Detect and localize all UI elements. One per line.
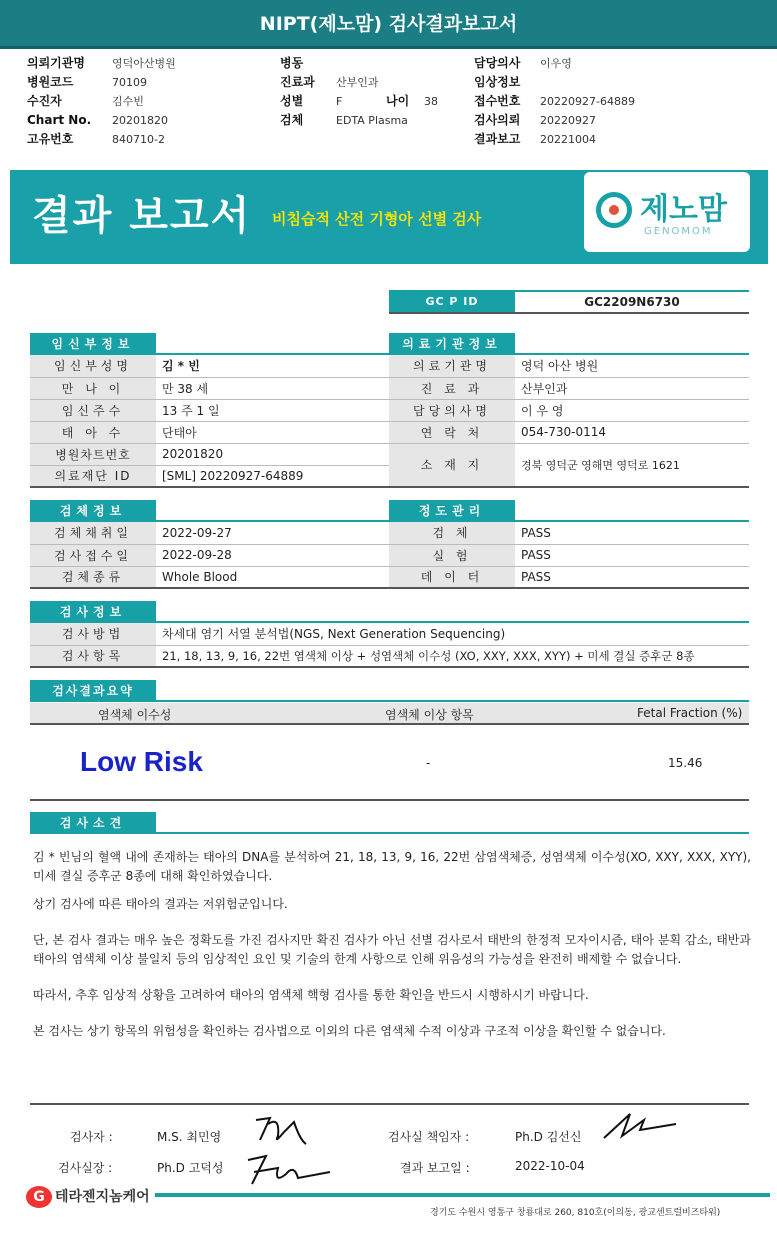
tester-name: M.S. 최민영 — [157, 1130, 222, 1144]
table-row — [389, 355, 749, 377]
meta-label: 의뢰기관명 — [27, 56, 85, 70]
meta-label: 수진자 — [27, 94, 62, 108]
footer-company-name: 테라젠지놈케어 — [55, 1189, 150, 1205]
meta-value: 20220927 — [540, 114, 596, 127]
field-label: 검사접수일 — [30, 544, 156, 566]
report-title-bar — [0, 0, 777, 49]
meta-column-3 — [474, 54, 635, 149]
table-row — [30, 377, 389, 399]
meta-value: 산부인과 — [336, 76, 379, 89]
genomom-logo — [584, 172, 750, 252]
table-row — [30, 544, 389, 566]
table-row — [389, 421, 749, 443]
field-value: 경북 영덕군 영해면 영덕로 1621 — [515, 443, 749, 487]
field-value: PASS — [515, 544, 749, 566]
section-divider — [30, 700, 749, 702]
table-row — [389, 443, 749, 487]
table-row — [389, 544, 749, 566]
table-row — [389, 399, 749, 421]
field-value: [SML] 20220927-64889 — [156, 465, 389, 487]
meta-value: 김수빈 — [112, 95, 144, 108]
field-label: 임신부성명 — [30, 355, 156, 377]
meta-column-1 — [27, 54, 176, 149]
summary-heading: 검사결과요약 — [30, 680, 156, 702]
field-value: 만 38 세 — [156, 377, 389, 399]
field-label: 담당의사명 — [389, 399, 515, 421]
meta-value: 20220927-64889 — [540, 95, 635, 108]
table-row — [389, 522, 749, 544]
summary-col-fetal-fraction: Fetal Fraction (%) — [637, 706, 743, 720]
specimen-info-table — [30, 522, 389, 589]
field-label: 검체종류 — [30, 566, 156, 588]
summary-bottom-rule — [30, 799, 749, 801]
lab-head-label: 검사실 책임자 : — [388, 1130, 470, 1144]
logo-dot-icon — [609, 205, 619, 215]
field-label: 소 재 지 — [389, 443, 515, 487]
table-row — [389, 377, 749, 399]
section-divider — [30, 832, 749, 834]
logo-mark-icon — [596, 192, 632, 228]
meta-value: 20221004 — [540, 133, 596, 146]
field-label: 검 체 — [389, 522, 515, 544]
field-value: 2022-09-27 — [156, 522, 389, 544]
meta-label: 검사의뢰 — [474, 113, 521, 127]
meta-value: F — [336, 95, 343, 108]
footer-address: 경기도 수원시 영통구 창룡대로 260, 810호(이의동, 광교센트럴비즈타워) — [430, 1208, 721, 1218]
summary-header-row — [30, 703, 749, 725]
company-g-icon: G — [26, 1186, 52, 1208]
field-label: 진 료 과 — [389, 377, 515, 399]
field-label: 검체채취일 — [30, 522, 156, 544]
signature-rule — [30, 1103, 749, 1105]
pregnant-info-table — [30, 355, 389, 488]
opinion-paragraph-4: 따라서, 추후 임상적 상황을 고려하여 태아의 염색체 핵형 검사를 통한 확인을 반드시 시행하시기 바랍니다. — [33, 988, 589, 1002]
lab-head-signature-icon — [600, 1108, 680, 1148]
footer-bar — [155, 1193, 770, 1197]
meta-value: 영덕아산병원 — [112, 57, 176, 70]
table-row — [30, 522, 389, 544]
institution-info-heading: 의료기관정보 — [389, 333, 515, 355]
meta-label: 접수번호 — [474, 94, 521, 108]
field-value: Whole Blood — [156, 566, 389, 588]
logo-subtext: GENOMOM — [644, 226, 713, 237]
field-label: 실 험 — [389, 544, 515, 566]
field-label: 임신주수 — [30, 399, 156, 421]
table-row — [389, 566, 749, 588]
lab-head-name: Ph.D 김선신 — [515, 1130, 582, 1144]
opinion-heading: 검사소견 — [30, 812, 156, 834]
tester-signature-icon — [250, 1110, 310, 1150]
field-value: PASS — [515, 566, 749, 588]
field-value: 단태아 — [156, 421, 389, 443]
qc-heading: 정도관리 — [389, 500, 515, 522]
meta-label: 병동 — [280, 56, 304, 70]
tester-label: 검사자 : — [70, 1130, 113, 1144]
lab-director-label: 검사실장 : — [58, 1161, 113, 1175]
age-label: 나이 — [386, 94, 410, 108]
field-label: 병원차트번호 — [30, 443, 156, 465]
field-value: 20201820 — [156, 443, 389, 465]
field-label: 연 락 처 — [389, 421, 515, 443]
abnormal-value: - — [426, 756, 431, 770]
field-value: 산부인과 — [515, 377, 749, 399]
specimen-info-heading: 검체정보 — [30, 500, 156, 522]
banner-subtitle: 비침습적 산전 기형아 선별 검사 — [272, 210, 482, 228]
meta-label: 결과보고 — [474, 132, 521, 146]
report-date-label: 결과 보고일 : — [400, 1161, 470, 1175]
institution-info-table — [389, 355, 749, 488]
table-row — [30, 623, 749, 645]
test-info-table — [30, 623, 749, 668]
logo-text: 제노맘 — [640, 192, 727, 227]
field-label: 의료재단 ID — [30, 465, 156, 487]
field-value: 김 * 빈 — [156, 355, 389, 377]
meta-label: 임상정보 — [474, 75, 521, 89]
lab-director-name: Ph.D 고덕성 — [157, 1161, 224, 1175]
table-row — [30, 465, 389, 487]
meta-label: 진료과 — [280, 75, 315, 89]
field-value: 21, 18, 13, 9, 16, 22번 염색체 이상 + 성염색체 이수성 (XO, XXY, XXX, XYY) + 미세 결실 증후군 8종 — [156, 645, 749, 667]
meta-value: EDTA Plasma — [336, 114, 408, 127]
opinion-paragraph-2: 상기 검사에 따른 태아의 결과는 저위험군입니다. — [33, 897, 288, 911]
qc-table — [389, 522, 749, 589]
opinion-paragraph-1: 김 * 빈님의 혈액 내에 존재하는 태아의 DNA를 분석하여 21, 18, 13, 9, 16, 22번 삼염색체증, 성염색체 이수성(XO, XXY, XXX, XYY), 미세 결실 증후군 8종에 대해 확인하였습니다. — [33, 850, 751, 883]
table-row — [30, 421, 389, 443]
opinion-paragraph-5: 본 검사는 상기 항목의 위험성을 확인하는 검사법으로 이외의 다른 염색체 수적 이상과 구조적 이상을 확인할 수 없습니다. — [33, 1024, 666, 1038]
table-row — [30, 566, 389, 588]
table-row — [30, 443, 389, 465]
footer-company-logo — [26, 1186, 150, 1208]
pregnant-info-heading: 임신부정보 — [30, 333, 156, 355]
report-title: NIPT(제노맘) 검사결과보고서 — [259, 13, 518, 35]
report-date-value: 2022-10-04 — [515, 1159, 585, 1173]
field-value: 차세대 염기 서열 분석법(NGS, Next Generation Sequencing) — [156, 623, 749, 645]
field-label: 의료기관명 — [389, 355, 515, 377]
meta-label: 성별 — [280, 94, 304, 108]
gcp-id-box — [389, 290, 749, 314]
field-value: 이 우 영 — [515, 399, 749, 421]
field-value: 054-730-0114 — [515, 421, 749, 443]
age-value: 38 — [424, 95, 438, 108]
summary-col-abnormal: 염색체 이상 항목 — [385, 708, 474, 722]
table-row — [30, 355, 389, 377]
field-label: 데 이 터 — [389, 566, 515, 588]
opinion-paragraph-3: 단, 본 검사 결과는 매우 높은 정확도를 가진 검사지만 확진 검사가 아닌 선별 검사로서 태반의 한정적 모자이시즘, 태아 분획 감소, 태반과 태아의 염색체 이상 불일치 등의 임상적인 요인 및 기술의 한계 사항으로 인해 위음성의 가능성을 완전히 배제할 수 없습니다. — [33, 933, 751, 966]
gcp-id-label: GC P ID — [389, 292, 515, 312]
field-label: 만 나 이 — [30, 377, 156, 399]
field-value: 2022-09-28 — [156, 544, 389, 566]
table-row — [30, 399, 389, 421]
meta-value: 70109 — [112, 76, 147, 89]
banner-title: 결과 보고서 — [32, 193, 252, 239]
test-info-heading: 검사정보 — [30, 601, 156, 623]
field-label: 태 아 수 — [30, 421, 156, 443]
field-value: 13 주 1 일 — [156, 399, 389, 421]
meta-column-2 — [280, 54, 438, 130]
meta-label: 고유번호 — [27, 132, 74, 146]
lab-director-signature-icon — [238, 1150, 333, 1190]
table-row — [30, 645, 749, 667]
meta-value: 이우영 — [540, 57, 572, 70]
summary-col-aneuploidy: 염색체 이수성 — [98, 708, 172, 722]
field-label: 검사항목 — [30, 645, 156, 667]
fetal-fraction-value: 15.46 — [668, 756, 703, 770]
risk-result: Low Risk — [80, 746, 203, 777]
meta-value: 840710-2 — [112, 133, 165, 146]
meta-label: 검체 — [280, 113, 304, 127]
meta-label: 병원코드 — [27, 75, 74, 89]
gcp-id-value: GC2209N6730 — [584, 295, 680, 309]
meta-label: 담당의사 — [474, 56, 521, 70]
field-label: 검사방법 — [30, 623, 156, 645]
meta-label: Chart No. — [27, 113, 92, 127]
field-value: PASS — [515, 522, 749, 544]
field-value: 영덕 아산 병원 — [515, 355, 749, 377]
meta-value: 20201820 — [112, 114, 168, 127]
